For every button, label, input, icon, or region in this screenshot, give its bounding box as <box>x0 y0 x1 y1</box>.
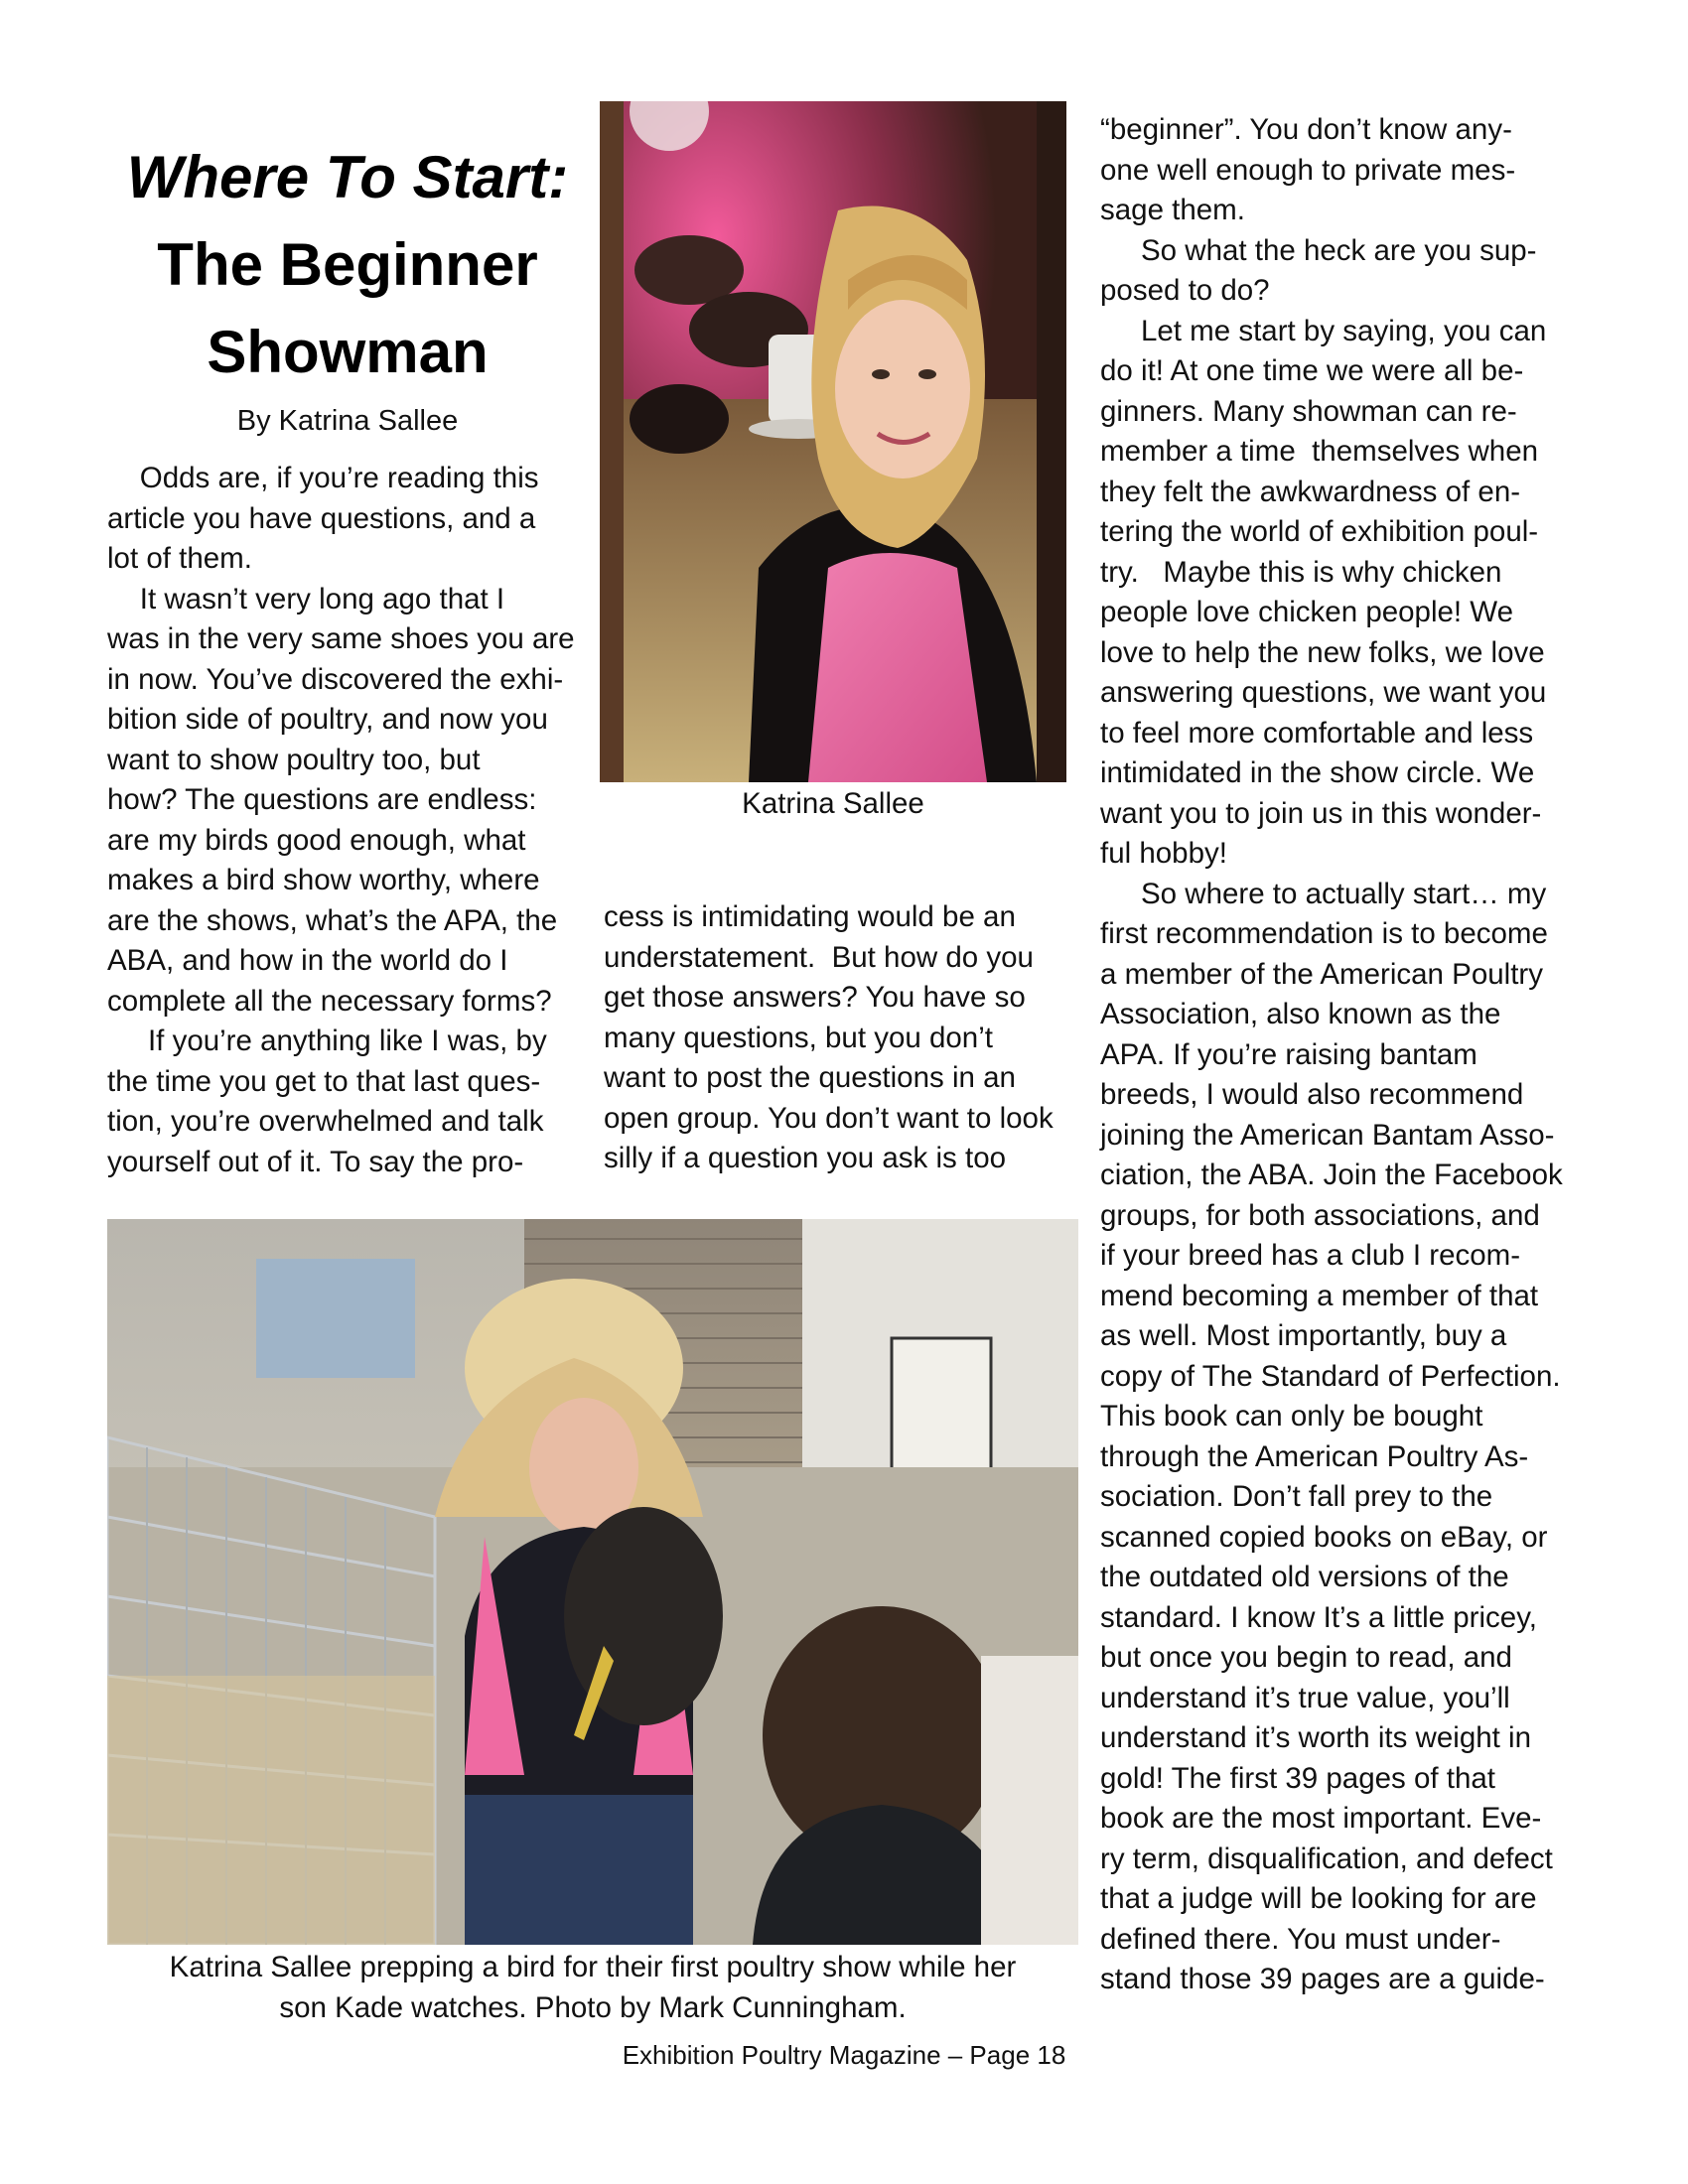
middle-column-line: many questions, but you don’t <box>604 1021 993 1054</box>
right-column-line: understand it’s worth its weight in <box>1100 1721 1531 1754</box>
right-column-line: love to help the new folks, we love <box>1100 635 1545 669</box>
middle-column-line: silly if a question you ask is too <box>604 1142 1007 1174</box>
right-column-line: scanned copied books on eBay, or <box>1100 1520 1548 1554</box>
right-column-line: standard. I know It’s a little pricey, <box>1100 1600 1537 1634</box>
middle-column-line: get those answers? You have so <box>604 981 1026 1014</box>
page-footer: Exhibition Poultry Magazine – Page 18 <box>622 2040 1066 2070</box>
left-column-line: are my birds good enough, what <box>107 823 526 857</box>
right-column-line: Let me start by saying, you can <box>1100 314 1547 347</box>
left-column-line: makes a bird show worthy, where <box>107 864 540 896</box>
right-column-line: intimidated in the show circle. We <box>1100 756 1535 789</box>
show-image <box>107 1219 1078 1945</box>
left-column <box>107 459 594 1182</box>
right-column-line: joining the American Bantam Asso- <box>1100 1118 1555 1152</box>
byline: By Katrina Sallee <box>236 405 459 437</box>
right-column-line: groups, for both associations, and <box>1100 1198 1540 1232</box>
right-column-line: defined there. You must under- <box>1100 1922 1501 1956</box>
show-photo <box>107 1219 1078 1945</box>
right-column-line: ciation, the ABA. Join the Facebook <box>1100 1159 1563 1191</box>
left-column-line: tion, you’re overwhelmed and talk <box>107 1105 544 1138</box>
right-column-line: as well. Most importantly, buy a <box>1100 1319 1507 1352</box>
right-column-line: to feel more comfortable and less <box>1100 716 1534 750</box>
right-column-line: “beginner”. You don’t know any- <box>1100 113 1512 146</box>
right-column-line: answering questions, we want you <box>1100 676 1547 709</box>
left-column-line: lot of them. <box>107 542 252 575</box>
left-column-line: complete all the necessary forms? <box>107 984 552 1018</box>
left-column-line: are the shows, what’s the APA, the <box>107 903 558 937</box>
right-column-line: Association, also known as the <box>1100 998 1501 1030</box>
right-column-line: ry term, disqualification, and defect <box>1100 1842 1553 1875</box>
right-column-line: first recommendation is to become <box>1100 917 1548 950</box>
portrait-caption: Katrina Sallee <box>742 787 924 820</box>
right-column-line: book are the most important. Eve- <box>1100 1802 1542 1835</box>
right-column-line: ginners. Many showman can re- <box>1100 394 1517 428</box>
right-column-line: if your breed has a club I recom- <box>1100 1239 1521 1272</box>
right-column-line: APA. If you’re raising bantam <box>1100 1037 1477 1071</box>
left-column-line: It wasn’t very long ago that I <box>107 582 505 615</box>
right-column-line: So what the heck are you sup- <box>1100 233 1537 267</box>
right-column-line: member a time themselves when <box>1100 435 1539 468</box>
right-column-line: understand it’s true value, you’ll <box>1100 1681 1510 1714</box>
show-caption-line-2: son Kade watches. Photo by Mark Cunningham. <box>279 1990 907 2024</box>
right-column-line: ful hobby! <box>1100 837 1227 870</box>
right-column-line: breeds, I would also recommend <box>1100 1078 1524 1111</box>
left-column-line: want to show poultry too, but <box>107 743 481 776</box>
title-line-1: Where To Start: <box>126 144 569 210</box>
show-caption-line-1: Katrina Sallee prepping a bird for their first poultry show while her <box>169 1951 1017 1983</box>
right-column <box>1100 110 1617 2000</box>
left-column-line: bition side of poultry, and now you <box>107 703 548 736</box>
right-column-line: but once you begin to read, and <box>1100 1641 1512 1674</box>
right-column-line: the outdated old versions of the <box>1100 1561 1509 1593</box>
right-column-line: stand those 39 pages are a guide- <box>1100 1963 1545 1995</box>
title-line-3: Showman <box>207 319 489 385</box>
title-line-2: The Beginner <box>157 231 538 298</box>
left-column-line: yourself out of it. To say the pro- <box>107 1145 524 1178</box>
right-column-line: sage them. <box>1100 194 1245 226</box>
right-column-line: gold! The first 39 pages of that <box>1100 1761 1495 1795</box>
right-column-line: people love chicken people! We <box>1100 596 1514 628</box>
left-column-line: the time you get to that last ques- <box>107 1064 541 1098</box>
right-column-line: they felt the awkwardness of en- <box>1100 475 1521 508</box>
left-column-line: how? The questions are endless: <box>107 783 537 816</box>
right-column-line: want you to join us in this wonder- <box>1100 796 1542 830</box>
right-column-line: a member of the American Poultry <box>1100 957 1543 991</box>
portrait-image <box>600 101 1066 782</box>
right-column-line: So where to actually start… my <box>1100 877 1547 910</box>
right-column-line: This book can only be bought <box>1100 1400 1483 1433</box>
article-title <box>89 134 606 396</box>
middle-column-line: open group. You don’t want to look <box>604 1101 1054 1135</box>
left-column-line: If you’re anything like I was, by <box>107 1024 547 1057</box>
left-column-line: article you have questions, and a <box>107 501 536 535</box>
left-column-line: ABA, and how in the world do I <box>107 944 508 977</box>
right-column-line: copy of The Standard of Perfection. <box>1100 1359 1561 1393</box>
left-column-line: was in the very same shoes you are <box>107 622 575 655</box>
middle-column-line: want to post the questions in an <box>604 1061 1016 1094</box>
right-column-line: one well enough to private mes- <box>1100 153 1516 187</box>
right-column-line: posed to do? <box>1100 274 1270 307</box>
left-column-line: in now. You’ve discovered the exhi- <box>107 662 564 696</box>
right-column-line: mend becoming a member of that <box>1100 1279 1539 1312</box>
right-column-line: sociation. Don’t fall prey to the <box>1100 1480 1493 1513</box>
middle-column-line: cess is intimidating would be an <box>604 900 1016 933</box>
middle-column-line: understatement. But how do you <box>604 940 1034 974</box>
middle-column <box>604 897 1090 1179</box>
right-column-line: that a judge will be looking for are <box>1100 1882 1537 1915</box>
left-column-line: Odds are, if you’re reading this <box>107 462 539 494</box>
show-caption <box>107 1948 1078 2028</box>
right-column-line: try. Maybe this is why chicken <box>1100 555 1502 589</box>
right-column-line: tering the world of exhibition poul- <box>1100 515 1539 548</box>
right-column-line: do it! At one time we were all be- <box>1100 354 1524 387</box>
portrait-photo <box>600 101 1066 782</box>
right-column-line: through the American Poultry As- <box>1100 1439 1529 1473</box>
